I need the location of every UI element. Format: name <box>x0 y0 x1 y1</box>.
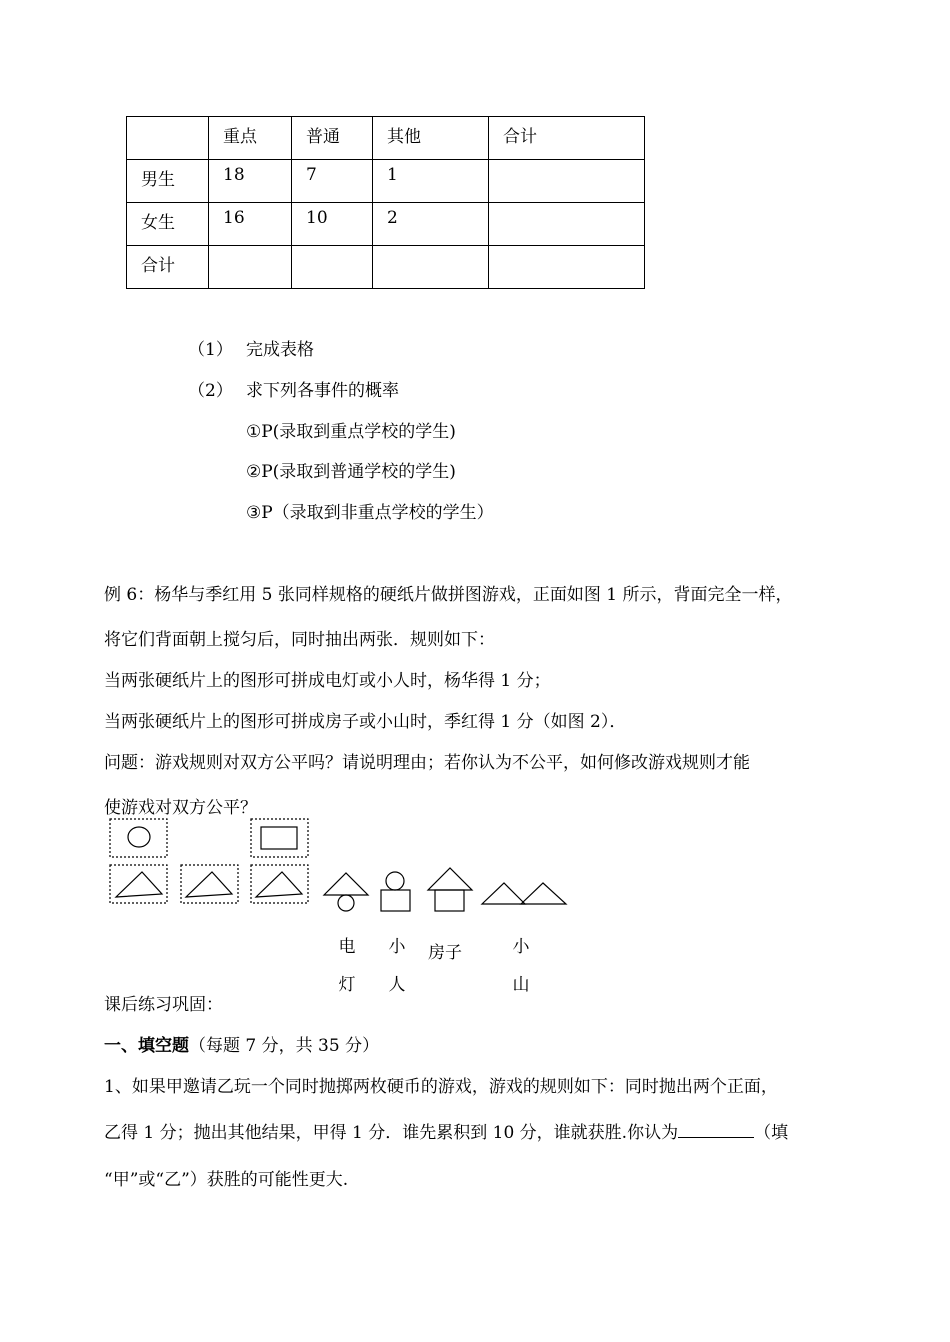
example-6-line-4: 当两张硬纸片上的图形可拼成房子或小山时，季红得 1 分（如图 2）． <box>104 712 627 732</box>
card-triangle-2 <box>181 865 238 903</box>
label-house: 房子 <box>428 943 462 963</box>
table-cell: 16 <box>209 203 292 246</box>
house-shape <box>428 868 472 911</box>
sub-question-1: ①P(录取到重点学校的学生) <box>246 422 456 442</box>
section-heading <box>104 1031 379 1056</box>
example-6-line-2: 将它们背面朝上搅匀后，同时抽出两张．规则如下： <box>104 630 495 650</box>
table-cell: 10 <box>292 203 373 246</box>
example-6-line-6: 使游戏对双方公平？ <box>104 798 257 818</box>
card-rectangle <box>251 819 308 857</box>
label-person: 小人 <box>388 937 406 995</box>
problem-1-line-2 <box>104 1118 788 1143</box>
practice-heading: 课后练习巩固： <box>104 995 223 1015</box>
table-cell: 18 <box>209 160 292 203</box>
card-triangle-1 <box>110 865 167 903</box>
example-6-line-5: 问题：游戏规则对双方公平吗？请说明理由；若你认为不公平，如何修改游戏规则才能 <box>104 753 750 773</box>
table-cell: 1 <box>373 160 489 203</box>
question-1-number: （1） <box>188 340 233 360</box>
table-cell: 男生 <box>127 160 209 203</box>
problem-1-line-2-text: 乙得 1 分；抛出其他结果，甲得 1 分．谁先累积到 10 分，谁就获胜.你认为 <box>104 1123 679 1143</box>
section-title: 一、填空题 <box>104 1036 189 1056</box>
table-cell: 重点 <box>209 117 292 160</box>
lamp-shape <box>324 873 368 911</box>
section-note: （每题 7 分，共 35 分） <box>189 1036 380 1056</box>
problem-1-line-1: 1、如果甲邀请乙玩一个同时抛掷两枚硬币的游戏，游戏的规则如下：同时抛出两个正面， <box>104 1077 778 1097</box>
question-1-text: 完成表格 <box>246 340 314 360</box>
problem-1-line-2-tail: （填 <box>754 1123 789 1143</box>
question-2-text: 求下列各事件的概率 <box>246 381 399 401</box>
answer-blank[interactable] <box>678 1121 754 1138</box>
table-cell: 合计 <box>489 117 645 160</box>
label-hill: 小山 <box>512 937 530 995</box>
problem-1-line-3: “甲”或“乙”）获胜的可能性更大. <box>104 1170 349 1190</box>
table-cell: 7 <box>292 160 373 203</box>
table-cell: 其他 <box>373 117 489 160</box>
table-cell: 合计 <box>127 246 209 289</box>
label-lamp: 电灯 <box>338 937 356 995</box>
table-cell: 女生 <box>127 203 209 246</box>
hill-shape <box>482 883 566 904</box>
card-triangle-3 <box>251 865 308 903</box>
table-cell: 普通 <box>292 117 373 160</box>
sub-question-2: ②P(录取到普通学校的学生) <box>246 462 456 482</box>
table-cell: 2 <box>373 203 489 246</box>
card-circle <box>110 819 167 857</box>
question-2-number: （2） <box>188 381 233 401</box>
example-6-line-3: 当两张硬纸片上的图形可拼成电灯或小人时，杨华得 1 分； <box>104 671 551 691</box>
person-shape <box>381 872 410 911</box>
sub-question-3: ③P（录取到非重点学校的学生） <box>246 503 494 523</box>
example-6-line-1: 例 6：杨华与季红用 5 张同样规格的硬纸片做拼图游戏，正面如图 1 所示，背面完全一样， <box>104 585 793 605</box>
